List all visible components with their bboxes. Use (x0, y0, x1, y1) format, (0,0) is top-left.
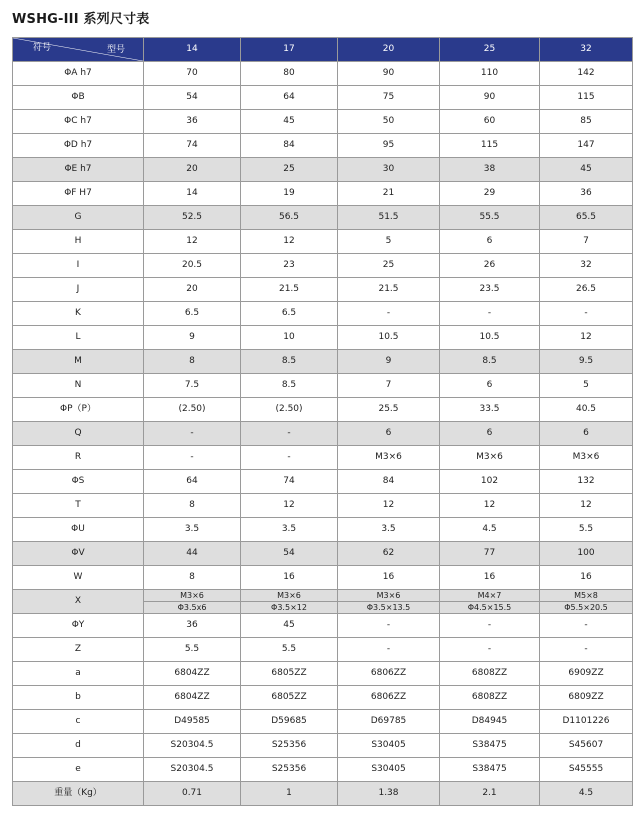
table-row (13, 782, 633, 806)
value-cell: 3.5 (338, 518, 440, 542)
value-cell: 21.5 (338, 278, 440, 302)
value-cell: 14 (144, 182, 241, 206)
model-header-cell: 17 (241, 38, 338, 62)
value-cell: 25 (241, 158, 338, 182)
value-cell: 6805ZZ (241, 686, 338, 710)
row-symbol-cell: ΦB (13, 86, 144, 110)
value-cell: 6804ZZ (144, 662, 241, 686)
value-cell: 65.5 (540, 206, 633, 230)
row-symbol-cell: M (13, 350, 144, 374)
value-cell: 36 (540, 182, 633, 206)
value-cell: 29 (440, 182, 540, 206)
value-cell: 8.5 (440, 350, 540, 374)
table-row (13, 254, 633, 278)
value-cell: D49585 (144, 710, 241, 734)
value-cell: 36 (144, 110, 241, 134)
value-cell: S45555 (540, 758, 633, 782)
split-value-bottom: Φ3.5x6 (177, 603, 207, 612)
value-cell: D84945 (440, 710, 540, 734)
value-cell: 32 (540, 254, 633, 278)
row-symbol-cell: ΦY (13, 614, 144, 638)
page-title: WSHG-III 系列尺寸表 (12, 12, 150, 27)
value-cell: 0.71 (144, 782, 241, 806)
value-cell: - (540, 614, 633, 638)
value-cell: 16 (440, 566, 540, 590)
corner-symbol-label: 符号 (33, 43, 52, 53)
value-cell: 20 (144, 278, 241, 302)
value-cell: D69785 (338, 710, 440, 734)
model-header-cell: 25 (440, 38, 540, 62)
value-cell: 75 (338, 86, 440, 110)
value-cell: 30 (338, 158, 440, 182)
row-symbol-cell: L (13, 326, 144, 350)
model-header-cell: 32 (540, 38, 633, 62)
value-cell: S38475 (440, 734, 540, 758)
table-row (13, 590, 633, 614)
table-row (13, 710, 633, 734)
value-cell: 62 (338, 542, 440, 566)
value-cell: 38 (440, 158, 540, 182)
table-row (13, 566, 633, 590)
value-cell: 23 (241, 254, 338, 278)
value-cell: 5 (338, 230, 440, 254)
value-cell: 12 (144, 230, 241, 254)
table-row (13, 734, 633, 758)
table-row (13, 662, 633, 686)
model-header-cell: 14 (144, 38, 241, 62)
table-row (13, 398, 633, 422)
value-cell: 115 (540, 86, 633, 110)
value-cell: 147 (540, 134, 633, 158)
value-cell: 33.5 (440, 398, 540, 422)
value-cell: 6909ZZ (540, 662, 633, 686)
value-cell: 6808ZZ (440, 686, 540, 710)
value-cell: - (241, 446, 338, 470)
value-cell: 77 (440, 542, 540, 566)
value-cell: M3×6 (338, 446, 440, 470)
value-cell: - (144, 446, 241, 470)
table-row (13, 758, 633, 782)
value-cell: 6.5 (144, 302, 241, 326)
split-value-top: M3×6 (144, 590, 240, 602)
value-cell: S20304.5 (144, 758, 241, 782)
value-cell: 55.5 (440, 206, 540, 230)
value-cell: S38475 (440, 758, 540, 782)
value-cell: 64 (241, 86, 338, 110)
split-value-cell (440, 590, 540, 614)
row-symbol-cell: I (13, 254, 144, 278)
value-cell: 9.5 (540, 350, 633, 374)
table-row (13, 350, 633, 374)
value-cell: 115 (440, 134, 540, 158)
value-cell: S30405 (338, 758, 440, 782)
split-value-top: M3×6 (241, 590, 337, 602)
value-cell: 74 (144, 134, 241, 158)
row-symbol-cell: ΦV (13, 542, 144, 566)
table-row (13, 134, 633, 158)
value-cell: 12 (440, 494, 540, 518)
value-cell: 7 (540, 230, 633, 254)
value-cell: D59685 (241, 710, 338, 734)
value-cell: - (144, 422, 241, 446)
value-cell: - (338, 638, 440, 662)
value-cell: 95 (338, 134, 440, 158)
table-row (13, 638, 633, 662)
split-value-cell (241, 590, 338, 614)
value-cell: - (440, 614, 540, 638)
table-row (13, 542, 633, 566)
row-symbol-cell: ΦD h7 (13, 134, 144, 158)
row-symbol-cell: e (13, 758, 144, 782)
corner-model-label: 型号 (106, 45, 125, 55)
value-cell: 21 (338, 182, 440, 206)
value-cell: 20.5 (144, 254, 241, 278)
value-cell: 45 (241, 110, 338, 134)
value-cell: S25356 (241, 758, 338, 782)
value-cell: - (440, 302, 540, 326)
value-cell: 100 (540, 542, 633, 566)
value-cell: 64 (144, 470, 241, 494)
table-row (13, 374, 633, 398)
table-row (13, 86, 633, 110)
value-cell: 5.5 (144, 638, 241, 662)
row-symbol-cell: Q (13, 422, 144, 446)
value-cell: - (440, 638, 540, 662)
value-cell: 10.5 (338, 326, 440, 350)
value-cell: 45 (241, 614, 338, 638)
row-symbol-cell: K (13, 302, 144, 326)
value-cell: 51.5 (338, 206, 440, 230)
row-symbol-cell: J (13, 278, 144, 302)
value-cell: 6804ZZ (144, 686, 241, 710)
value-cell: 80 (241, 62, 338, 86)
value-cell: 12 (338, 494, 440, 518)
value-cell: 12 (540, 326, 633, 350)
value-cell: 44 (144, 542, 241, 566)
value-cell: 36 (144, 614, 241, 638)
row-symbol-cell: a (13, 662, 144, 686)
split-value-cell (144, 590, 241, 614)
value-cell: M3×6 (440, 446, 540, 470)
value-cell: 23.5 (440, 278, 540, 302)
value-cell: 6808ZZ (440, 662, 540, 686)
value-cell: 10 (241, 326, 338, 350)
value-cell: 26.5 (540, 278, 633, 302)
row-symbol-cell: G (13, 206, 144, 230)
value-cell: 85 (540, 110, 633, 134)
value-cell: 8 (144, 494, 241, 518)
value-cell: 54 (144, 86, 241, 110)
value-cell: 6805ZZ (241, 662, 338, 686)
value-cell: 4.5 (440, 518, 540, 542)
value-cell: 6809ZZ (540, 686, 633, 710)
value-cell: 12 (241, 494, 338, 518)
value-cell: S25356 (241, 734, 338, 758)
value-cell: 6 (440, 422, 540, 446)
value-cell: 26 (440, 254, 540, 278)
value-cell: 3.5 (144, 518, 241, 542)
row-symbol-cell: d (13, 734, 144, 758)
table-row (13, 422, 633, 446)
value-cell: 5 (540, 374, 633, 398)
value-cell: 25.5 (338, 398, 440, 422)
value-cell: 6 (540, 422, 633, 446)
value-cell: 12 (540, 494, 633, 518)
value-cell: 12 (241, 230, 338, 254)
value-cell: (2.50) (241, 398, 338, 422)
row-symbol-cell: c (13, 710, 144, 734)
value-cell: 142 (540, 62, 633, 86)
value-cell: 110 (440, 62, 540, 86)
row-symbol-cell: ΦA h7 (13, 62, 144, 86)
value-cell: M3×6 (540, 446, 633, 470)
value-cell: 10.5 (440, 326, 540, 350)
value-cell: 9 (338, 350, 440, 374)
value-cell: (2.50) (144, 398, 241, 422)
table-row (13, 686, 633, 710)
value-cell: 5.5 (241, 638, 338, 662)
value-cell: 74 (241, 470, 338, 494)
value-cell: 84 (241, 134, 338, 158)
value-cell: 2.1 (440, 782, 540, 806)
value-cell: S20304.5 (144, 734, 241, 758)
value-cell: 70 (144, 62, 241, 86)
table-row (13, 326, 633, 350)
value-cell: 16 (338, 566, 440, 590)
value-cell: 1 (241, 782, 338, 806)
value-cell: 56.5 (241, 206, 338, 230)
value-cell: 20 (144, 158, 241, 182)
corner-header-cell (13, 38, 144, 62)
value-cell: 16 (540, 566, 633, 590)
split-value-top: M3×6 (338, 590, 439, 602)
model-header-cell: 20 (338, 38, 440, 62)
table-row (13, 518, 633, 542)
table-row (13, 206, 633, 230)
table-row (13, 158, 633, 182)
value-cell: 50 (338, 110, 440, 134)
value-cell: 16 (241, 566, 338, 590)
row-symbol-cell: W (13, 566, 144, 590)
value-cell: 9 (144, 326, 241, 350)
value-cell: 6 (440, 230, 540, 254)
table-row (13, 446, 633, 470)
row-symbol-cell: H (13, 230, 144, 254)
value-cell: 90 (440, 86, 540, 110)
value-cell: - (540, 638, 633, 662)
dimension-table (12, 37, 633, 806)
value-cell: 6 (338, 422, 440, 446)
row-symbol-cell: ΦC h7 (13, 110, 144, 134)
value-cell: 7 (338, 374, 440, 398)
row-symbol-cell: 重量（Kg） (13, 782, 144, 806)
row-symbol-cell: X (13, 590, 144, 614)
row-symbol-cell: b (13, 686, 144, 710)
value-cell: 90 (338, 62, 440, 86)
value-cell: 6806ZZ (338, 662, 440, 686)
table-row (13, 470, 633, 494)
row-symbol-cell: Z (13, 638, 144, 662)
table-row (13, 302, 633, 326)
value-cell: - (241, 422, 338, 446)
value-cell: D1101226 (540, 710, 633, 734)
value-cell: - (338, 302, 440, 326)
value-cell: 1.38 (338, 782, 440, 806)
value-cell: 54 (241, 542, 338, 566)
row-symbol-cell: N (13, 374, 144, 398)
value-cell: 102 (440, 470, 540, 494)
row-symbol-cell: T (13, 494, 144, 518)
value-cell: 84 (338, 470, 440, 494)
row-symbol-cell: ΦU (13, 518, 144, 542)
split-value-cell (540, 590, 633, 614)
table-row (13, 182, 633, 206)
value-cell: 45 (540, 158, 633, 182)
split-value-top: M5×8 (540, 590, 632, 602)
table-row (13, 494, 633, 518)
table-body (13, 62, 633, 806)
value-cell: 8 (144, 350, 241, 374)
split-value-top: M4×7 (440, 590, 539, 602)
table-row (13, 230, 633, 254)
split-value-bottom: Φ3.5×13.5 (366, 603, 411, 612)
table-row (13, 614, 633, 638)
value-cell: 6.5 (241, 302, 338, 326)
row-symbol-cell: ΦS (13, 470, 144, 494)
value-cell: 60 (440, 110, 540, 134)
value-cell: 8.5 (241, 374, 338, 398)
row-symbol-cell: ΦP（P） (13, 398, 144, 422)
value-cell: 19 (241, 182, 338, 206)
value-cell: 8.5 (241, 350, 338, 374)
value-cell: 25 (338, 254, 440, 278)
value-cell: 7.5 (144, 374, 241, 398)
row-symbol-cell: ΦE h7 (13, 158, 144, 182)
split-value-bottom: Φ5.5×20.5 (564, 603, 608, 612)
value-cell: S30405 (338, 734, 440, 758)
table-row (13, 278, 633, 302)
value-cell: 132 (540, 470, 633, 494)
split-value-cell (338, 590, 440, 614)
row-symbol-cell: ΦF H7 (13, 182, 144, 206)
table-row (13, 62, 633, 86)
split-value-bottom: Φ4.5×15.5 (467, 603, 512, 612)
value-cell: 52.5 (144, 206, 241, 230)
value-cell: - (338, 614, 440, 638)
value-cell: 40.5 (540, 398, 633, 422)
value-cell: 21.5 (241, 278, 338, 302)
table-row (13, 110, 633, 134)
header-row (13, 38, 633, 62)
row-symbol-cell: R (13, 446, 144, 470)
value-cell: 4.5 (540, 782, 633, 806)
value-cell: 3.5 (241, 518, 338, 542)
value-cell: 8 (144, 566, 241, 590)
value-cell: - (540, 302, 633, 326)
split-value-bottom: Φ3.5×12 (271, 603, 307, 612)
value-cell: S45607 (540, 734, 633, 758)
value-cell: 6 (440, 374, 540, 398)
value-cell: 5.5 (540, 518, 633, 542)
value-cell: 6806ZZ (338, 686, 440, 710)
